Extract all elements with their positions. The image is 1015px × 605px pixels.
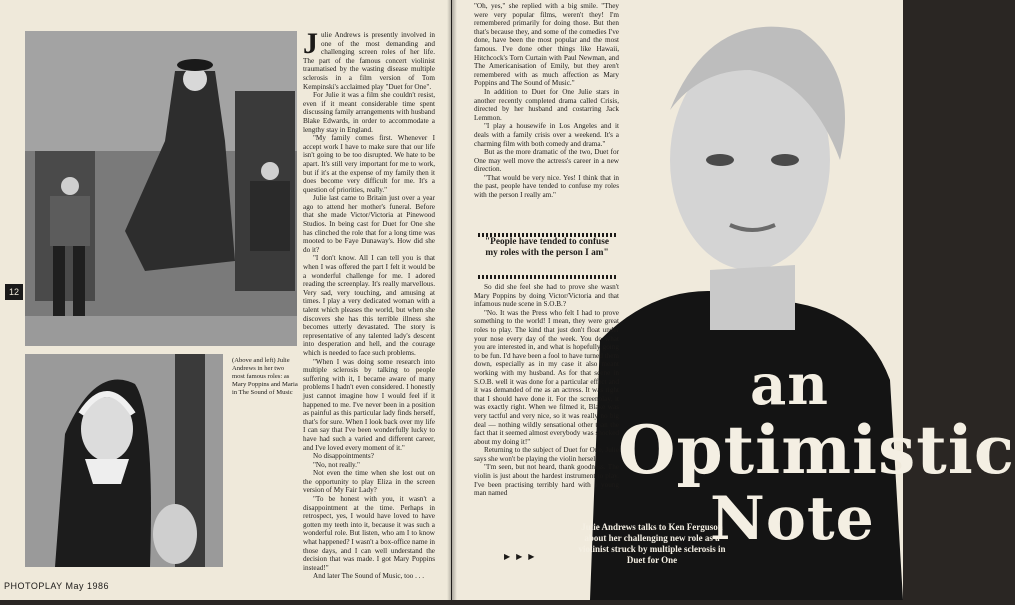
- article-column-2-bottom: [474, 283, 619, 548]
- paragraph: [303, 27, 435, 91]
- paragraph: Julie last came to Britain just over a year ago to attend her mother's funeral. Before that she made Victor/Victoria at Pinewood Studios. In being cast for Duet for One she has clinched the role that for a long time was mooted to be Faye Dunaway's. How did she do it?: [303, 194, 435, 254]
- pull-quote: "People have tended to confuse my roles with the person I am": [485, 237, 609, 258]
- left-page: [0, 0, 451, 600]
- right-page: [452, 0, 1015, 600]
- page-number: 12: [5, 284, 23, 300]
- paragraph: "I play a housewife in Los Angeles and it deals with a family crisis over a weekend. It's a charming film with both comedy and drama.": [474, 122, 619, 148]
- article-column-2-top: [474, 2, 619, 234]
- paragraph: For Julie it was a film she couldn't resist, even if it meant considerable time spent discussing family arrangements with husband Blake Edwards, in order to accommodate a lengthy stay in England.: [303, 91, 435, 134]
- paragraph: "I don't know. All I can tell you is that when I was offered the part I felt it would be a wonderful challenge for me. I adored reading the screenplay. It's really marvellous. Very sad, very touching, and amusing at times. I play a very dedicated woman with a talent which pleases the world, but when she discovers she has this terrible illness she becomes utterly devastated. The story is representative of any talented lady's descent into desperation and hell, and the courage which is needed to face such problems.: [303, 254, 435, 357]
- mary-poppins-photo: [25, 31, 297, 346]
- paragraph: Returning to the subject of Duet for One, Julie says she won't be playing the violin herself.: [474, 446, 619, 463]
- paragraph: "My family comes first. Whenever I accept work I have to make sure that our life isn't going to be too disrupted. We hate to be apart. It's still very important for me to work, but if it's at the expense of my family then it does become very difficult for me. It's a question of priorities, really.": [303, 134, 435, 194]
- headline-line-1: an: [750, 352, 829, 418]
- paragraph: "To be honest with you, it wasn't a disappointment at the time. Perhaps in retrospect, yes, I would have loved to have gotten my teeth into it, because it was such a wonderful role. But listen, who am I to know what happened? I wasn't a box-office name in those days, and I can well understand the decision that was made. I got Mary Poppins instead!": [303, 495, 435, 572]
- paragraph: "No. It was the Press who felt I had to prove something to the world! I mean, they were great roles to play. The kind that just don't float under your nose every day of the week. You do what you are interested in, and what is hopefully going to be fun. I'd have been a fool to have turned them down, especially as in my case it also meant working with my husband. As for that scene in S.O.B. well it was done for a particular effect and it was demanded of me as an actress. It was right that I should have done it. For the screenplay, it was exactly right. When we filmed it, Blake was very tactful and very nice, so it was really no big deal — nothing wildly sensational other than the fact that it seemed almost everybody was shocked about my doing it!": [474, 308, 619, 446]
- headline-line-3: Note: [710, 484, 875, 554]
- mary-poppins-illustration: [25, 31, 297, 346]
- paragraph: "That would be very nice. Yes! I think that in the past, people have tended to confuse my roles with the person I really am.": [474, 173, 619, 200]
- paragraph: And later The Sound of Music, too . . .: [313, 572, 425, 581]
- paragraph: So did she feel she had to prove she wasn't Mary Poppins by doing Victor/Victoria and that infamous nude scene in S.O.B.?: [474, 283, 619, 309]
- magazine-footer: PHOTOPLAY May 1986: [4, 581, 110, 591]
- pull-quote-rule-bottom: [478, 275, 616, 279]
- paragraph: "When I was doing some research into multiple sclerosis by talking to people suffering with it, I became aware of many problems I hadn't even considered. I honestly just cannot imagine how I would feel if it happened to me. I've never been in a position as painful as this particular lady finds herself, that's for sure. When I look back over my life I can say that I've been wonderfully lucky to have had such a varied and different career, and I've loved every moment of it.": [303, 357, 435, 452]
- maria-nun-photo: [25, 354, 223, 567]
- spine-gutter: [447, 0, 457, 600]
- paragraph: Not even the time when she lost out on the opportunity to play Eliza in the screen version of My Fair Lady?: [303, 469, 435, 495]
- paragraph-text: ulie Andrews is presently involved in one of the most demanding and challenging screen roles of her life. The part of the famous concert violinist traumatised by the wasting disease multiple sclerosis in a film version of Tom Kempinski's acclaimed play "Duet for One".: [303, 31, 435, 91]
- paragraph: But as the more dramatic of the two, Duet for One may well move the actress's career in a new direction.: [474, 148, 619, 174]
- headline-line-2: Optimistic: [618, 411, 1015, 489]
- paragraph: No disappointments?: [313, 452, 374, 461]
- photo-caption: (Above and left) Julie Andrews in her two most famous roles: as Mary Poppins and Maria in The Sound of Music: [232, 357, 298, 396]
- maria-nun-illustration: [25, 354, 223, 567]
- standfirst: Julie Andrews talks to Ken Ferguson about her challenging new role as a violinist struck by multiple sclerosis in Duet for One: [578, 522, 726, 565]
- paragraph: "I'm seen, but not heard, thank goodness. The violin is just about the hardest instrument to play. I've been practising terribly hard with a young man named: [474, 463, 619, 498]
- paragraph: In addition to Duet for One Julie stars in another recently completed drama called Crisis, directed by her husband and costarring Jack Lemmon.: [474, 87, 619, 122]
- article-column-1: [303, 27, 435, 581]
- dropcap: J: [303, 27, 318, 60]
- paragraph: "Oh, yes," she replied with a big smile. "They were very popular films, weren't they! I'm remembered primarily for doing those. But then that's because they, and some of the comedies I've done, have been the most popular and the most famous. I've done other things like Hawaii, Hitchcock's Torn Curtain with Paul Newman, and The Americanisation of Emily, but they aren't remembered with as much affection as Mary Poppins and The Sound of Music.": [474, 2, 619, 88]
- paragraph: "No, not really.": [313, 460, 360, 469]
- continue-arrows-icon: ▶ ▶ ▶: [504, 552, 537, 561]
